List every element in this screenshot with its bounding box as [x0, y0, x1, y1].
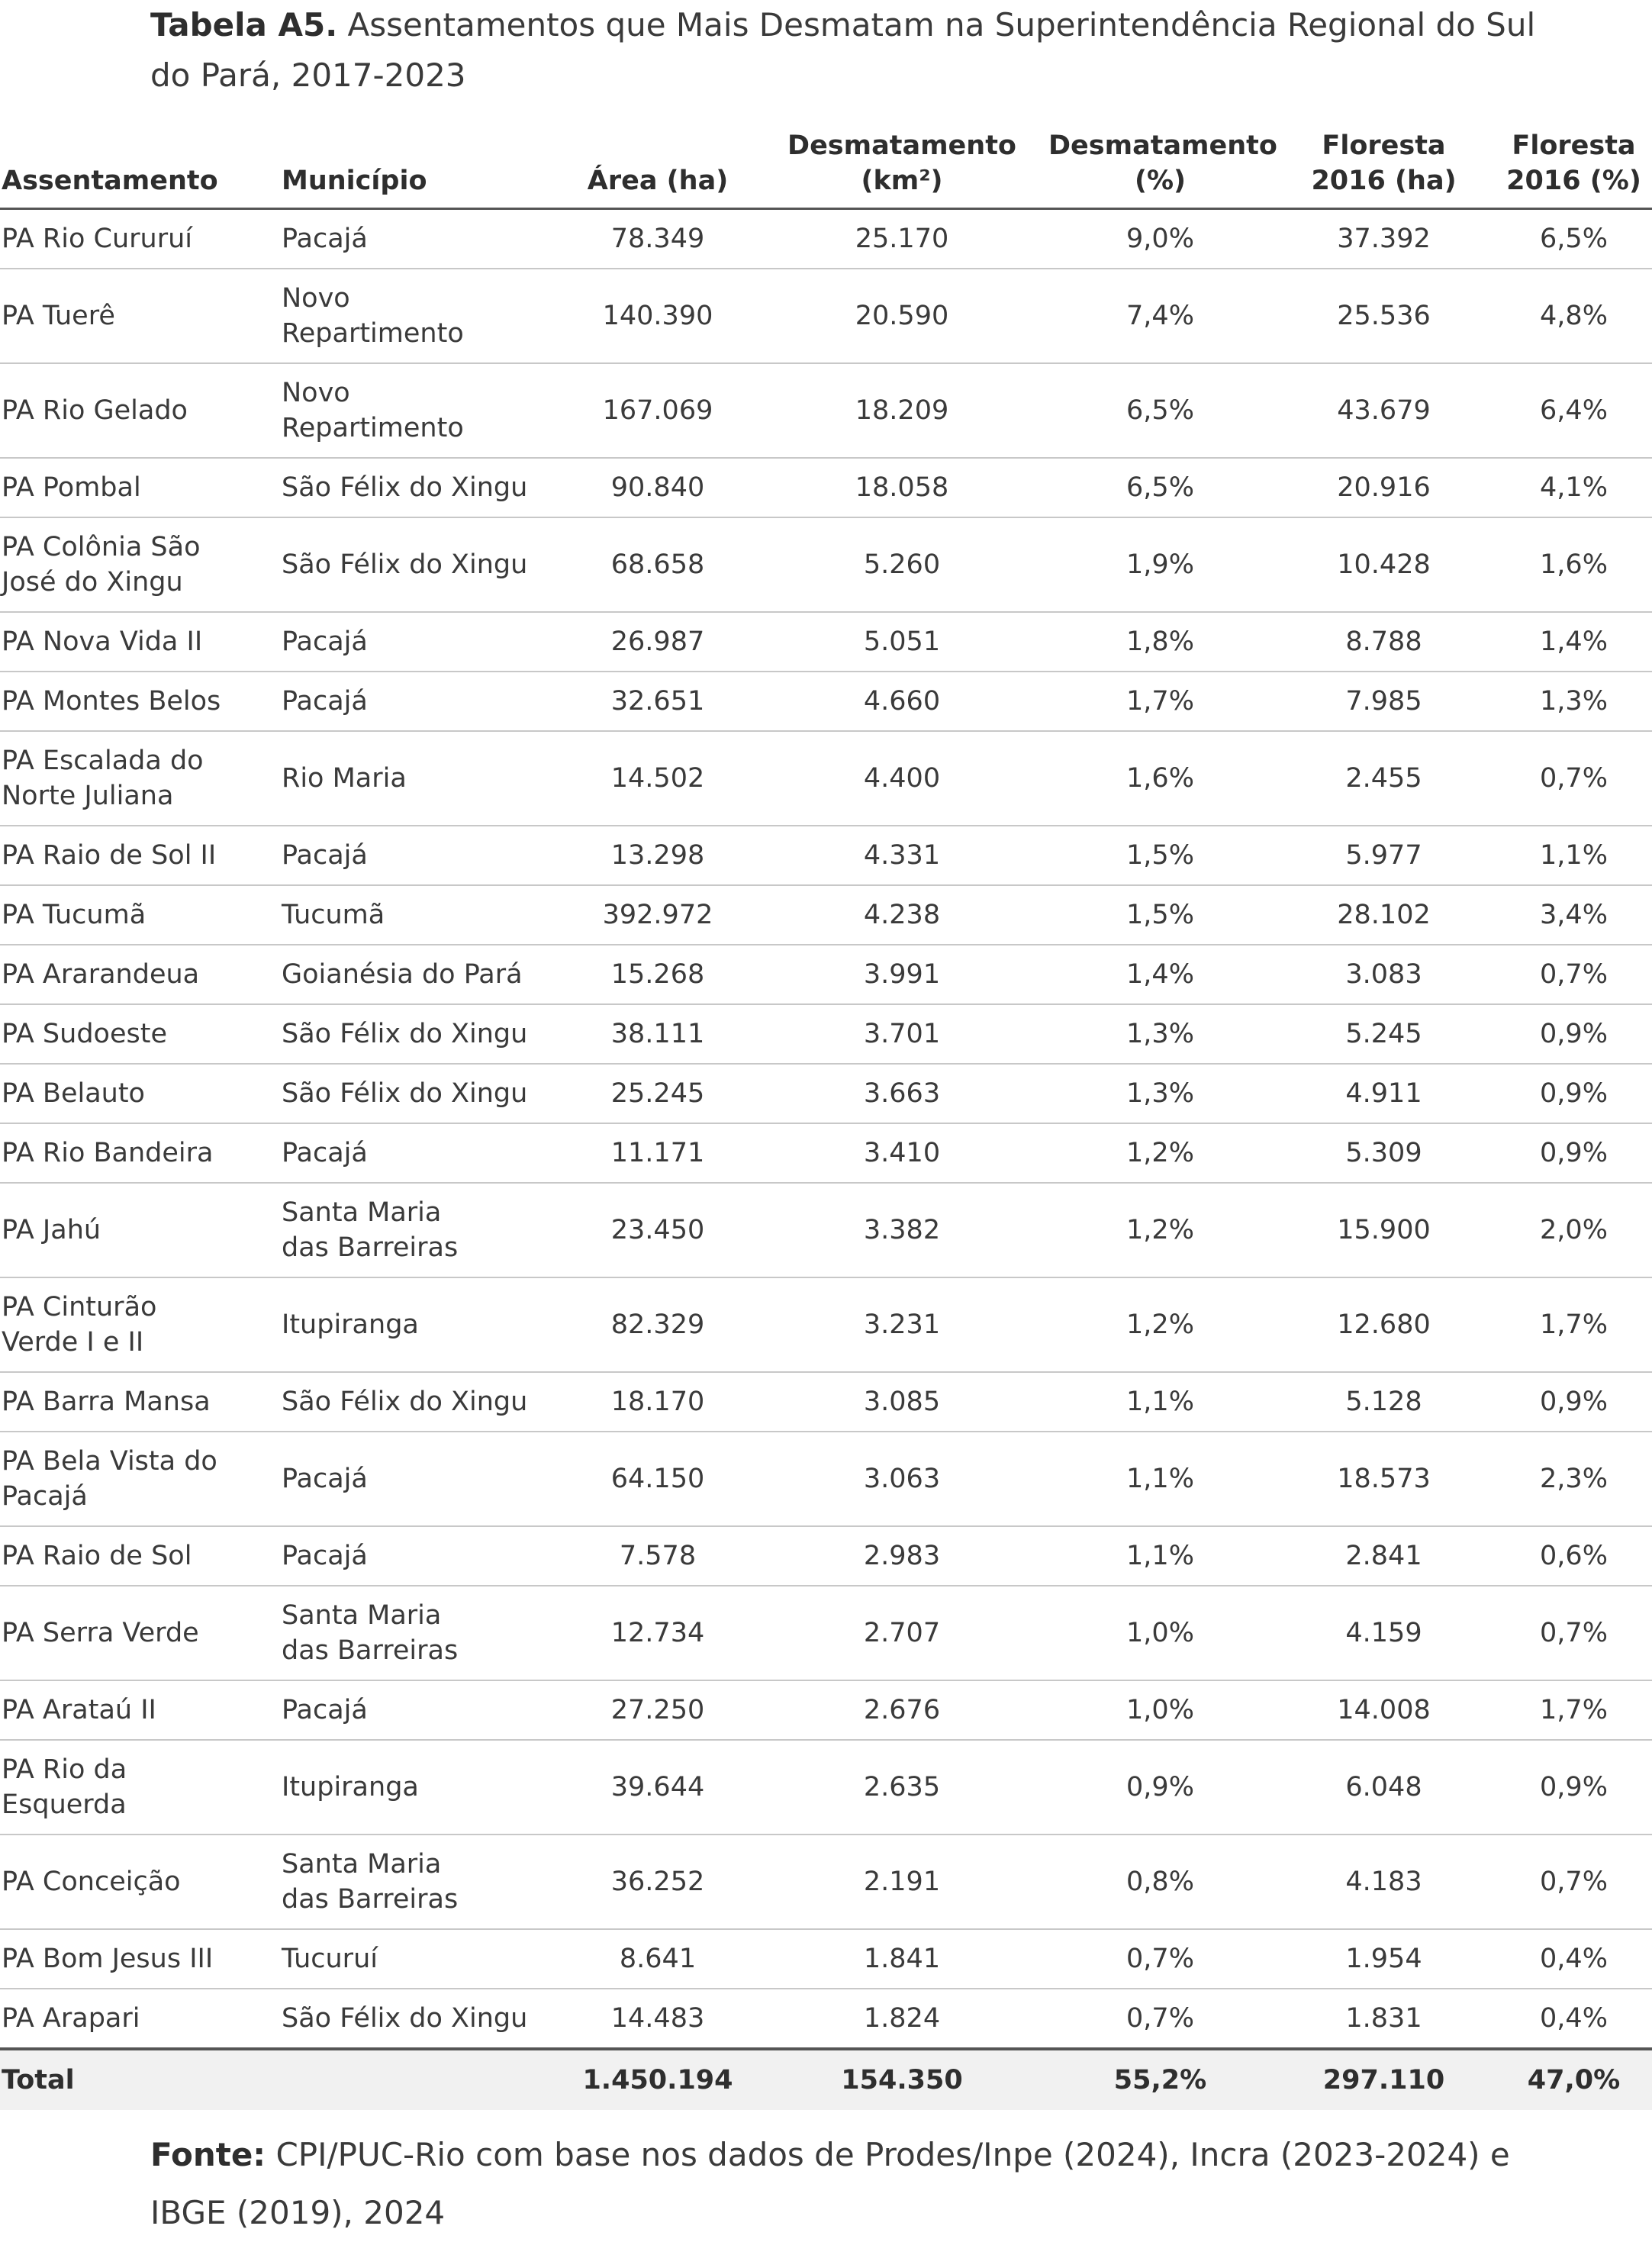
cell-area: 25.245 [560, 1064, 755, 1123]
cell-desmatamento-km2: 2.983 [755, 1526, 1048, 1586]
cell-floresta-pct: 1,4% [1496, 612, 1652, 672]
header-floresta-pct: Floresta 2016 (%) [1496, 122, 1652, 209]
total-floresta-ha: 297.110 [1272, 2049, 1496, 2110]
cell-municipio: Pacajá [280, 1123, 560, 1183]
cell-desmatamento-pct: 1,1% [1048, 1372, 1272, 1432]
table-row [0, 1372, 1652, 1432]
cell-assentamento: PA Pombal [0, 458, 280, 517]
table-row [0, 1989, 1652, 2049]
cell-floresta-ha: 8.788 [1272, 612, 1496, 672]
cell-floresta-pct: 2,0% [1496, 1183, 1652, 1277]
cell-municipio: Novo Repartimento [280, 269, 560, 363]
cell-floresta-pct: 4,8% [1496, 269, 1652, 363]
table-row [0, 1740, 1652, 1835]
cell-assentamento: PA Arapari [0, 1989, 280, 2049]
table-row [0, 209, 1652, 269]
table-row [0, 269, 1652, 363]
cell-area: 32.651 [560, 672, 755, 731]
cell-floresta-pct: 1,7% [1496, 1277, 1652, 1372]
cell-floresta-ha: 4.183 [1272, 1835, 1496, 1929]
cell-floresta-ha: 20.916 [1272, 458, 1496, 517]
cell-desmatamento-pct: 0,9% [1048, 1740, 1272, 1835]
cell-area: 13.298 [560, 826, 755, 885]
cell-assentamento: PA Raio de Sol [0, 1526, 280, 1586]
cell-desmatamento-pct: 6,5% [1048, 363, 1272, 458]
cell-area: 14.502 [560, 731, 755, 826]
cell-floresta-ha: 2.455 [1272, 731, 1496, 826]
cell-area: 8.641 [560, 1929, 755, 1989]
table-row [0, 1929, 1652, 1989]
cell-assentamento: PA Bela Vista do Pacajá [0, 1432, 280, 1526]
cell-desmatamento-km2: 18.058 [755, 458, 1048, 517]
table-row [0, 1526, 1652, 1586]
cell-desmatamento-pct: 0,7% [1048, 1929, 1272, 1989]
cell-municipio: Itupiranga [280, 1740, 560, 1835]
cell-desmatamento-km2: 3.410 [755, 1123, 1048, 1183]
table-title-label: Tabela A5. [150, 6, 338, 43]
header-row [0, 122, 1652, 209]
cell-desmatamento-pct: 1,6% [1048, 731, 1272, 826]
cell-desmatamento-pct: 1,2% [1048, 1277, 1272, 1372]
cell-desmatamento-pct: 1,2% [1048, 1183, 1272, 1277]
cell-desmatamento-pct: 7,4% [1048, 269, 1272, 363]
cell-desmatamento-km2: 4.660 [755, 672, 1048, 731]
table-row [0, 1432, 1652, 1526]
table-row [0, 1123, 1652, 1183]
cell-desmatamento-pct: 1,5% [1048, 885, 1272, 945]
cell-area: 23.450 [560, 1183, 755, 1277]
cell-floresta-ha: 5.245 [1272, 1004, 1496, 1064]
cell-floresta-pct: 4,1% [1496, 458, 1652, 517]
cell-desmatamento-pct: 1,0% [1048, 1586, 1272, 1680]
cell-area: 11.171 [560, 1123, 755, 1183]
cell-municipio: Pacajá [280, 1526, 560, 1586]
table-row [0, 672, 1652, 731]
table-row [0, 945, 1652, 1004]
cell-municipio: Tucumã [280, 885, 560, 945]
cell-desmatamento-km2: 1.841 [755, 1929, 1048, 1989]
cell-assentamento: PA Conceição [0, 1835, 280, 1929]
cell-assentamento: PA Jahú [0, 1183, 280, 1277]
cell-desmatamento-pct: 1,8% [1048, 612, 1272, 672]
cell-floresta-ha: 14.008 [1272, 1680, 1496, 1740]
cell-municipio: Santa Maria das Barreiras [280, 1183, 560, 1277]
cell-desmatamento-km2: 5.051 [755, 612, 1048, 672]
cell-floresta-pct: 6,4% [1496, 363, 1652, 458]
cell-assentamento: PA Rio Gelado [0, 363, 280, 458]
cell-desmatamento-pct: 1,2% [1048, 1123, 1272, 1183]
cell-assentamento: PA Tucumã [0, 885, 280, 945]
cell-assentamento: PA Colônia São José do Xingu [0, 517, 280, 612]
cell-floresta-ha: 43.679 [1272, 363, 1496, 458]
cell-municipio: Tucuruí [280, 1929, 560, 1989]
cell-floresta-ha: 15.900 [1272, 1183, 1496, 1277]
total-desmatamento-km2: 154.350 [755, 2049, 1048, 2110]
table-row [0, 517, 1652, 612]
cell-area: 39.644 [560, 1740, 755, 1835]
cell-assentamento: PA Tuerê [0, 269, 280, 363]
cell-area: 68.658 [560, 517, 755, 612]
cell-desmatamento-pct: 0,7% [1048, 1989, 1272, 2049]
cell-assentamento: PA Rio da Esquerda [0, 1740, 280, 1835]
cell-desmatamento-km2: 25.170 [755, 209, 1048, 269]
cell-floresta-pct: 0,7% [1496, 731, 1652, 826]
cell-floresta-pct: 0,6% [1496, 1526, 1652, 1586]
cell-floresta-pct: 0,9% [1496, 1740, 1652, 1835]
cell-municipio: São Félix do Xingu [280, 517, 560, 612]
cell-area: 140.390 [560, 269, 755, 363]
cell-assentamento: PA Sudoeste [0, 1004, 280, 1064]
cell-desmatamento-pct: 1,3% [1048, 1064, 1272, 1123]
cell-desmatamento-km2: 4.331 [755, 826, 1048, 885]
cell-floresta-ha: 3.083 [1272, 945, 1496, 1004]
cell-assentamento: PA Belauto [0, 1064, 280, 1123]
cell-area: 167.069 [560, 363, 755, 458]
cell-desmatamento-pct: 1,1% [1048, 1432, 1272, 1526]
cell-municipio: Pacajá [280, 826, 560, 885]
cell-desmatamento-km2: 5.260 [755, 517, 1048, 612]
cell-assentamento: PA Bom Jesus III [0, 1929, 280, 1989]
cell-assentamento: PA Montes Belos [0, 672, 280, 731]
cell-desmatamento-pct: 6,5% [1048, 458, 1272, 517]
header-floresta-ha: Floresta 2016 (ha) [1272, 122, 1496, 209]
cell-desmatamento-km2: 3.063 [755, 1432, 1048, 1526]
table-row [0, 612, 1652, 672]
cell-desmatamento-km2: 4.238 [755, 885, 1048, 945]
cell-floresta-pct: 0,9% [1496, 1372, 1652, 1432]
cell-floresta-ha: 6.048 [1272, 1740, 1496, 1835]
cell-floresta-pct: 0,4% [1496, 1989, 1652, 2049]
cell-assentamento: PA Cinturão Verde I e II [0, 1277, 280, 1372]
cell-municipio: Pacajá [280, 1680, 560, 1740]
cell-floresta-pct: 0,9% [1496, 1064, 1652, 1123]
cell-desmatamento-pct: 0,8% [1048, 1835, 1272, 1929]
cell-desmatamento-km2: 3.085 [755, 1372, 1048, 1432]
cell-municipio: Rio Maria [280, 731, 560, 826]
cell-desmatamento-km2: 3.701 [755, 1004, 1048, 1064]
cell-floresta-ha: 12.680 [1272, 1277, 1496, 1372]
cell-area: 38.111 [560, 1004, 755, 1064]
cell-desmatamento-pct: 1,0% [1048, 1680, 1272, 1740]
total-area: 1.450.194 [560, 2049, 755, 2110]
table-row [0, 363, 1652, 458]
table-row [0, 1183, 1652, 1277]
table-row [0, 1064, 1652, 1123]
cell-desmatamento-km2: 4.400 [755, 731, 1048, 826]
cell-municipio: Goianésia do Pará [280, 945, 560, 1004]
header-area: Área (ha) [560, 122, 755, 209]
cell-municipio: Santa Maria das Barreiras [280, 1835, 560, 1929]
header-municipio: Município [280, 122, 560, 209]
cell-desmatamento-km2: 3.382 [755, 1183, 1048, 1277]
cell-floresta-ha: 7.985 [1272, 672, 1496, 731]
cell-municipio: Pacajá [280, 209, 560, 269]
cell-assentamento: PA Barra Mansa [0, 1372, 280, 1432]
cell-floresta-ha: 28.102 [1272, 885, 1496, 945]
cell-municipio: Santa Maria das Barreiras [280, 1586, 560, 1680]
table-title-text: Assentamentos que Mais Desmatam na Superintendência Regional do Sul do Pará, 2017-2023 [150, 6, 1536, 94]
cell-floresta-pct: 1,3% [1496, 672, 1652, 731]
cell-desmatamento-km2: 3.663 [755, 1064, 1048, 1123]
cell-floresta-pct: 1,1% [1496, 826, 1652, 885]
cell-floresta-pct: 0,7% [1496, 1586, 1652, 1680]
cell-floresta-pct: 0,7% [1496, 1835, 1652, 1929]
source-text: CPI/PUC-Rio com base nos dados de Prodes/Inpe (2024), Incra (2023-2024) e IBGE (2019), 2024 [150, 2136, 1510, 2231]
cell-municipio: São Félix do Xingu [280, 1372, 560, 1432]
cell-municipio: São Félix do Xingu [280, 1004, 560, 1064]
cell-area: 7.578 [560, 1526, 755, 1586]
cell-desmatamento-km2: 3.231 [755, 1277, 1048, 1372]
cell-municipio: São Félix do Xingu [280, 1064, 560, 1123]
cell-area: 26.987 [560, 612, 755, 672]
cell-assentamento: PA Ararandeua [0, 945, 280, 1004]
cell-area: 392.972 [560, 885, 755, 945]
total-label: Total [0, 2049, 280, 2110]
cell-assentamento: PA Escalada do Norte Juliana [0, 731, 280, 826]
cell-assentamento: PA Arataú II [0, 1680, 280, 1740]
cell-desmatamento-pct: 1,1% [1048, 1526, 1272, 1586]
table-row [0, 1680, 1652, 1740]
cell-floresta-pct: 3,4% [1496, 885, 1652, 945]
cell-floresta-ha: 4.911 [1272, 1064, 1496, 1123]
cell-floresta-ha: 1.831 [1272, 1989, 1496, 2049]
cell-floresta-pct: 0,7% [1496, 945, 1652, 1004]
cell-floresta-ha: 1.954 [1272, 1929, 1496, 1989]
cell-floresta-ha: 10.428 [1272, 517, 1496, 612]
cell-area: 14.483 [560, 1989, 755, 2049]
cell-floresta-ha: 5.128 [1272, 1372, 1496, 1432]
cell-desmatamento-km2: 18.209 [755, 363, 1048, 458]
cell-floresta-pct: 0,9% [1496, 1123, 1652, 1183]
cell-area: 15.268 [560, 945, 755, 1004]
cell-municipio: Itupiranga [280, 1277, 560, 1372]
cell-floresta-ha: 5.309 [1272, 1123, 1496, 1183]
cell-desmatamento-pct: 1,9% [1048, 517, 1272, 612]
cell-area: 36.252 [560, 1835, 755, 1929]
header-desmatamento-pct: Desmatamento (%) [1048, 122, 1272, 209]
total-row [0, 2049, 1652, 2110]
cell-area: 78.349 [560, 209, 755, 269]
cell-floresta-ha: 2.841 [1272, 1526, 1496, 1586]
cell-municipio: São Félix do Xingu [280, 458, 560, 517]
cell-floresta-ha: 5.977 [1272, 826, 1496, 885]
cell-desmatamento-pct: 1,4% [1048, 945, 1272, 1004]
settlements-table [0, 122, 1652, 2110]
cell-floresta-ha: 4.159 [1272, 1586, 1496, 1680]
table-row [0, 885, 1652, 945]
cell-municipio: Novo Repartimento [280, 363, 560, 458]
table-row [0, 731, 1652, 826]
cell-floresta-pct: 1,6% [1496, 517, 1652, 612]
cell-area: 82.329 [560, 1277, 755, 1372]
cell-area: 12.734 [560, 1586, 755, 1680]
cell-floresta-ha: 18.573 [1272, 1432, 1496, 1526]
cell-desmatamento-pct: 1,3% [1048, 1004, 1272, 1064]
cell-desmatamento-km2: 2.676 [755, 1680, 1048, 1740]
table-row [0, 1586, 1652, 1680]
cell-floresta-pct: 0,9% [1496, 1004, 1652, 1064]
cell-desmatamento-km2: 2.707 [755, 1586, 1048, 1680]
cell-desmatamento-pct: 1,7% [1048, 672, 1272, 731]
total-desmatamento-pct: 55,2% [1048, 2049, 1272, 2110]
cell-desmatamento-km2: 20.590 [755, 269, 1048, 363]
cell-area: 64.150 [560, 1432, 755, 1526]
cell-desmatamento-pct: 9,0% [1048, 209, 1272, 269]
header-desmatamento-km2: Desmatamento (km²) [755, 122, 1048, 209]
cell-floresta-pct: 2,3% [1496, 1432, 1652, 1526]
table-row [0, 826, 1652, 885]
cell-area: 27.250 [560, 1680, 755, 1740]
header-assentamento: Assentamento [0, 122, 280, 209]
cell-floresta-pct: 0,4% [1496, 1929, 1652, 1989]
cell-desmatamento-pct: 1,5% [1048, 826, 1272, 885]
source-note [150, 2126, 1562, 2242]
cell-floresta-ha: 37.392 [1272, 209, 1496, 269]
cell-municipio: Pacajá [280, 612, 560, 672]
cell-floresta-ha: 25.536 [1272, 269, 1496, 363]
cell-desmatamento-km2: 2.635 [755, 1740, 1048, 1835]
cell-desmatamento-km2: 3.991 [755, 945, 1048, 1004]
cell-municipio: Pacajá [280, 672, 560, 731]
cell-assentamento: PA Nova Vida II [0, 612, 280, 672]
cell-assentamento: PA Rio Cururuí [0, 209, 280, 269]
cell-area: 18.170 [560, 1372, 755, 1432]
cell-municipio: Pacajá [280, 1432, 560, 1526]
cell-assentamento: PA Serra Verde [0, 1586, 280, 1680]
cell-assentamento: PA Rio Bandeira [0, 1123, 280, 1183]
cell-municipio: São Félix do Xingu [280, 1989, 560, 2049]
table-row [0, 458, 1652, 517]
table-row [0, 1835, 1652, 1929]
table-title [150, 0, 1562, 101]
source-label: Fonte: [150, 2136, 266, 2173]
cell-assentamento: PA Raio de Sol II [0, 826, 280, 885]
cell-floresta-pct: 6,5% [1496, 209, 1652, 269]
table-row [0, 1004, 1652, 1064]
total-municipio [280, 2049, 560, 2110]
total-floresta-pct: 47,0% [1496, 2049, 1652, 2110]
cell-area: 90.840 [560, 458, 755, 517]
cell-desmatamento-km2: 2.191 [755, 1835, 1048, 1929]
table-row [0, 1277, 1652, 1372]
cell-floresta-pct: 1,7% [1496, 1680, 1652, 1740]
cell-desmatamento-km2: 1.824 [755, 1989, 1048, 2049]
